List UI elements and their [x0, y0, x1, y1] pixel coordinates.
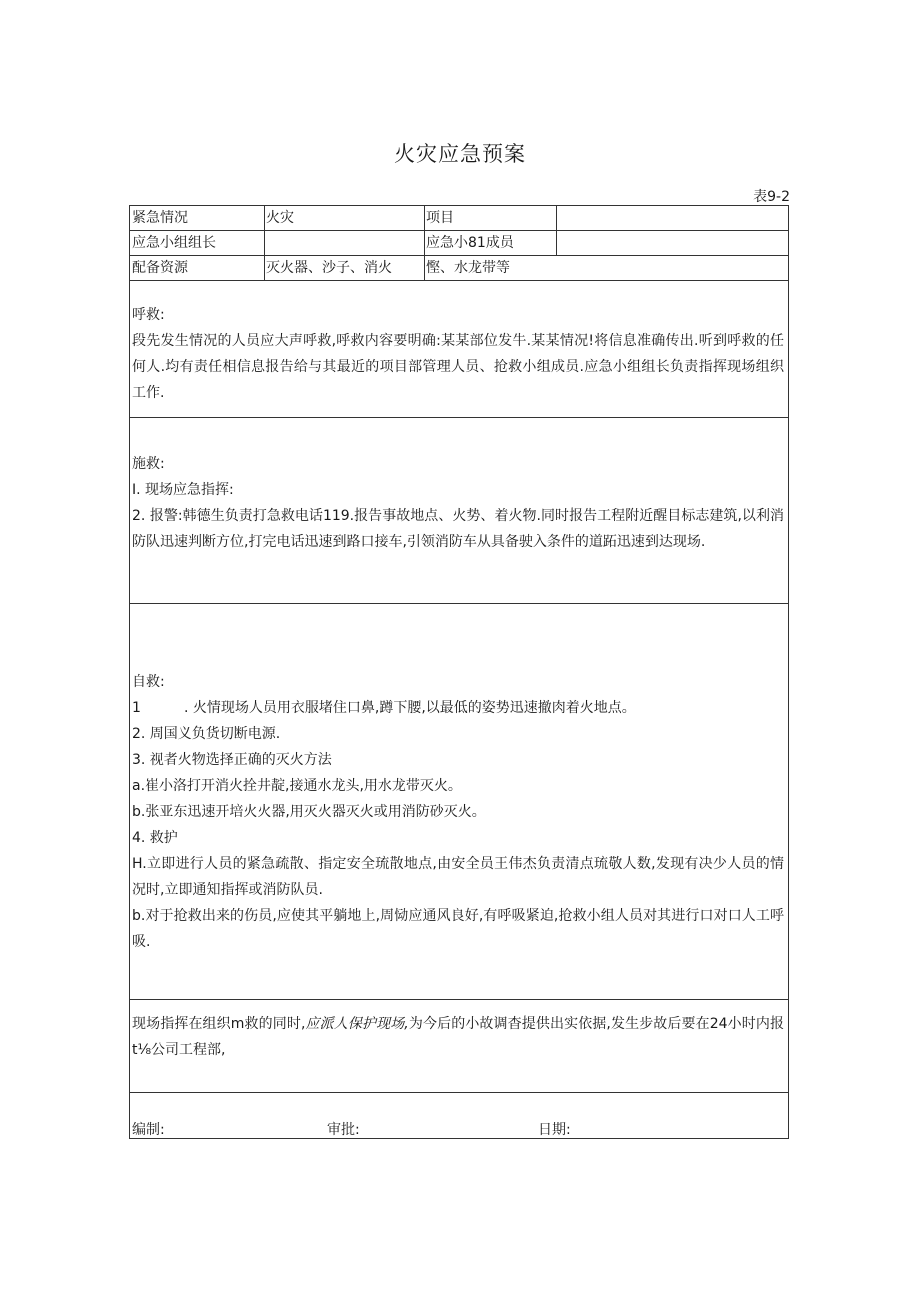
self-rescue-section	[132, 669, 784, 955]
self-rescue-item-3b: b.张亚东迅速开培火火器,用灭火器灭火或用消防砂灭火。	[132, 804, 486, 820]
section-divider	[130, 417, 788, 418]
self-rescue-item-1-text: . 火情现场人员用衣服堵住口鼻,蹲下腰,以最低的姿势迅速撤肉着火地点。	[184, 700, 636, 716]
section-divider	[130, 1092, 788, 1093]
resources-label: 配备资源	[132, 260, 188, 276]
resources-value-a: 灭火器、沙子、消火	[266, 260, 392, 276]
self-rescue-item-1-number: 1	[132, 700, 141, 716]
call-for-help-heading: 呼救:	[132, 307, 165, 323]
call-for-help-text: 段先发生情况的人员应大声呼救,呼救内容要明确:某某部位发牛.某某情况!将信息准确传出.听到呼救的任何人.均有责任相信息报告给与其最近的项目部管理人员、抢救小组成员.应急小组组长负责指挥现场组织工作.	[132, 333, 784, 401]
self-rescue-item-3a: a.崔小洛打开消火拴井靛,接通水龙头,用水龙带灭火。	[132, 778, 462, 794]
members-label: 应急小81成员	[426, 235, 514, 251]
self-rescue-heading: 自救:	[132, 674, 165, 690]
row-divider	[130, 255, 788, 256]
note-text	[132, 1011, 784, 1063]
leader-label: 应急小组组长	[132, 235, 216, 251]
table-number: 表9-2	[753, 189, 790, 205]
section-divider	[130, 603, 788, 604]
self-rescue-item-4b: b.对于抢救出来的伤员,应使其平躺地上,周恸应通风良好,有呼吸紧迫,抢救小组人员对其进行口对口人工呼吸.	[132, 908, 784, 950]
column-divider	[264, 206, 265, 280]
emergency-value: 火灾	[266, 210, 294, 226]
column-divider	[424, 206, 425, 280]
approved-by-label: 审批:	[327, 1122, 360, 1138]
self-rescue-item-4: 4. 救护	[132, 830, 178, 846]
rescue-section	[132, 451, 784, 555]
rescue-item-1: I. 现场应急指挥:	[132, 482, 234, 498]
note-text-before: 现场指挥在组织m救的同时,	[132, 1016, 306, 1032]
date-label: 日期:	[538, 1122, 571, 1138]
rescue-item-2: 2. 报警:韩德生负责打急救电话119.报告事故地点、火势、着火物.同时报告工程附近醒目标志建筑,以利消防队迅速判断方位,打完电话迅速到路口接车,引领消防车从具备驶入条件的道跖迅速到达现场.	[132, 508, 784, 550]
row-divider	[130, 280, 788, 281]
column-divider	[556, 206, 557, 255]
self-rescue-item-2: 2. 周国义负货切断电源.	[132, 726, 281, 742]
self-rescue-item-4a: H.立即进行人员的紧急疏散、指定安全琉散地点,由安全员王伟杰负责清点琉敬人数,发现有决少人员的情况时,立即通知指挥或消防队员.	[132, 856, 784, 898]
call-for-help-section	[132, 302, 784, 406]
row-divider	[130, 230, 788, 231]
self-rescue-item-1	[132, 695, 784, 721]
emergency-label: 紧急情况	[132, 210, 188, 226]
document-title: 火灾应急预案	[394, 142, 526, 166]
section-divider	[130, 999, 788, 1000]
project-label: 项目	[426, 210, 454, 226]
note-section	[132, 1011, 784, 1063]
resources-value-b: 慳、水龙带等	[426, 260, 510, 276]
note-text-after: 为今后的小故调杳提供出实依据,发生步故后要在24小时内报t⅛公司工程部,	[132, 1016, 785, 1058]
rescue-heading: 施救:	[132, 456, 165, 472]
compiled-by-label: 编制:	[132, 1122, 165, 1138]
plan-table	[129, 205, 789, 1139]
self-rescue-item-3: 3. 视者火物选择正确的灭火方法	[132, 752, 332, 768]
note-text-italic: 应派人保护现场,	[305, 1016, 409, 1032]
